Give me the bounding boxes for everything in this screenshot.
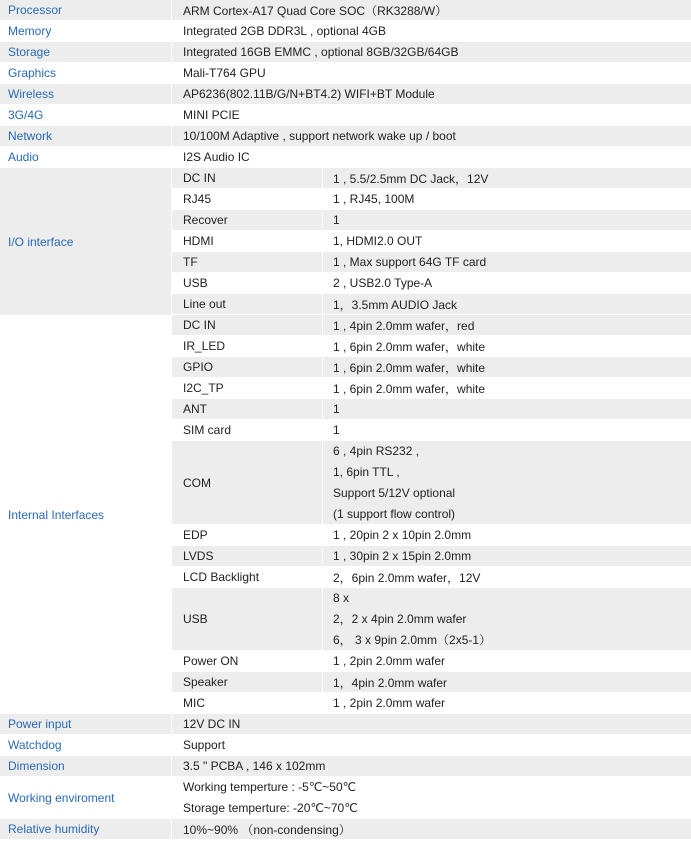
spec-row-dimension (0, 756, 691, 777)
interface-value-line: 6 , 4pin RS232 , (333, 443, 420, 458)
spec-value: 10%~90% （non-condensing） (172, 819, 691, 840)
spec-label: 3G/4G (0, 105, 172, 126)
spec-row-3g-4g (0, 105, 691, 126)
spec-label: Watchdog (0, 735, 172, 756)
interface-value-line: 6， 3 x 9pin 2.0mm（2x5-1） (333, 632, 492, 647)
spec-value: 3.5 " PCBA , 146 x 102mm (172, 756, 691, 777)
interface-value-line: 8 x (333, 590, 350, 605)
interface-value: 1 , 30pin 2 x 15pin 2.0mm (323, 546, 691, 567)
spec-label: Relative humidity (0, 819, 172, 840)
spec-row-watchdog (0, 735, 691, 756)
interface-value: 2 , USB2.0 Type-A (323, 273, 691, 294)
interface-value: 1，4pin 2.0mm wafer (323, 672, 691, 693)
spec-label: Wireless (0, 84, 172, 105)
internal-row-mic (172, 693, 691, 714)
spec-label: Graphics (0, 63, 172, 84)
interface-name: SIM card (172, 420, 323, 441)
interface-name: COM (172, 441, 323, 525)
internal-row-ant (172, 399, 691, 420)
interface-name: EDP (172, 525, 323, 546)
spec-row-network (0, 126, 691, 147)
interface-value: 1 (323, 210, 691, 231)
io-row-tf (172, 252, 691, 273)
spec-value: Mali-T764 GPU (172, 63, 691, 84)
interface-name: DC IN (172, 315, 323, 336)
internal-row-com (172, 441, 691, 525)
spec-value (172, 777, 691, 819)
spec-value-line: Storage temperture: -20℃~70℃ (183, 800, 358, 815)
interface-value: 1 , 6pin 2.0mm wafer，white (323, 357, 691, 378)
interface-value-line: 1, 6pin TTL , (333, 464, 400, 479)
spec-row-relative-humidity (0, 819, 691, 840)
interface-value: 1 (323, 399, 691, 420)
interface-name: DC IN (172, 168, 323, 189)
spec-value: MINI PCIE (172, 105, 691, 126)
interface-value: 1 , 2pin 2.0mm wafer (323, 693, 691, 714)
internal-row-sim-card (172, 420, 691, 441)
interface-value-line: 2，2 x 4pin 2.0mm wafer (333, 611, 467, 626)
interface-name: LVDS (172, 546, 323, 567)
interface-name: RJ45 (172, 189, 323, 210)
interface-value: 1 , 2pin 2.0mm wafer (323, 651, 691, 672)
io-group-label: I/O interface (0, 168, 172, 315)
spec-label: Dimension (0, 756, 172, 777)
interface-value: 1 , 20pin 2 x 10pin 2.0mm (323, 525, 691, 546)
spec-row-working-enviroment (0, 777, 691, 819)
spec-value: Integrated 2GB DDR3L , optional 4GB (172, 21, 691, 42)
interface-name: IR_LED (172, 336, 323, 357)
spec-row-wireless (0, 84, 691, 105)
interface-value (323, 588, 691, 651)
interface-name: Recover (172, 210, 323, 231)
spec-label: Processor (0, 0, 172, 21)
spec-value: AP6236(802.11B/G/N+BT4.2) WIFI+BT Module (172, 84, 691, 105)
spec-row-processor (0, 0, 691, 21)
interface-value: 2，6pin 2.0mm wafer，12V (323, 567, 691, 588)
interface-name: HDMI (172, 231, 323, 252)
interface-value-line: Support 5/12V optional (333, 485, 456, 500)
spec-label: Audio (0, 147, 172, 168)
spec-value: 10/100M Adaptive , support network wake up / boot (172, 126, 691, 147)
spec-value-line: Working temperture : -5℃~50℃ (183, 779, 357, 794)
interface-value-line: (1 support flow control) (333, 506, 456, 521)
spec-label: Memory (0, 21, 172, 42)
interface-name: Line out (172, 294, 323, 315)
internal-row-ir-led (172, 336, 691, 357)
spec-value: Integrated 16GB EMMC , optional 8GB/32GB/64GB (172, 42, 691, 63)
spec-row-graphics (0, 63, 691, 84)
io-row-line-out (172, 294, 691, 315)
interface-name: USB (172, 273, 323, 294)
internal-row-i2c-tp (172, 378, 691, 399)
internal-row-gpio (172, 357, 691, 378)
interface-value: 1 , 5.5/2.5mm DC Jack，12V (323, 168, 691, 189)
spec-row-audio (0, 147, 691, 168)
interface-value: 1 (323, 420, 691, 441)
interface-value: 1 , 6pin 2.0mm wafer，white (323, 378, 691, 399)
io-row-rj45 (172, 189, 691, 210)
spec-value: Support (172, 735, 691, 756)
internal-row-lvds (172, 546, 691, 567)
spec-row-storage (0, 42, 691, 63)
internal-row-power-on (172, 651, 691, 672)
spec-value: 12V DC IN (172, 714, 691, 735)
internal-row-dc-in (172, 315, 691, 336)
spec-value: ARM Cortex-A17 Quad Core SOC（RK3288/W） (172, 0, 691, 21)
interface-value: 1 , 6pin 2.0mm wafer，white (323, 336, 691, 357)
interface-name: GPIO (172, 357, 323, 378)
spec-label: Network (0, 126, 172, 147)
io-row-usb (172, 273, 691, 294)
interface-name: LCD Backlight (172, 567, 323, 588)
interface-value: 1, HDMI2.0 OUT (323, 231, 691, 252)
interface-value: 1 , 4pin 2.0mm wafer，red (323, 315, 691, 336)
internal-row-usb (172, 588, 691, 651)
spec-label: Storage (0, 42, 172, 63)
io-row-hdmi (172, 231, 691, 252)
interface-name: USB (172, 588, 323, 651)
interface-name: Speaker (172, 672, 323, 693)
spec-label: Power input (0, 714, 172, 735)
interface-value (323, 441, 691, 525)
internal-row-speaker (172, 672, 691, 693)
spec-value: I2S Audio IC (172, 147, 691, 168)
interface-value: 1 , Max support 64G TF card (323, 252, 691, 273)
spec-label: Working enviroment (0, 777, 172, 819)
io-row-recover (172, 210, 691, 231)
interface-name: I2C_TP (172, 378, 323, 399)
spec-row-power-input (0, 714, 691, 735)
interface-name: ANT (172, 399, 323, 420)
interface-name: Power ON (172, 651, 323, 672)
internal-row-edp (172, 525, 691, 546)
interface-value: 1，3.5mm AUDIO Jack (323, 294, 691, 315)
internal-row-lcd-backlight (172, 567, 691, 588)
io-row-dc-in (172, 168, 691, 189)
spec-row-memory (0, 21, 691, 42)
internal-group-label: Internal Interfaces (0, 315, 172, 714)
interface-name: MIC (172, 693, 323, 714)
interface-value: 1 , RJ45, 100M (323, 189, 691, 210)
interface-name: TF (172, 252, 323, 273)
